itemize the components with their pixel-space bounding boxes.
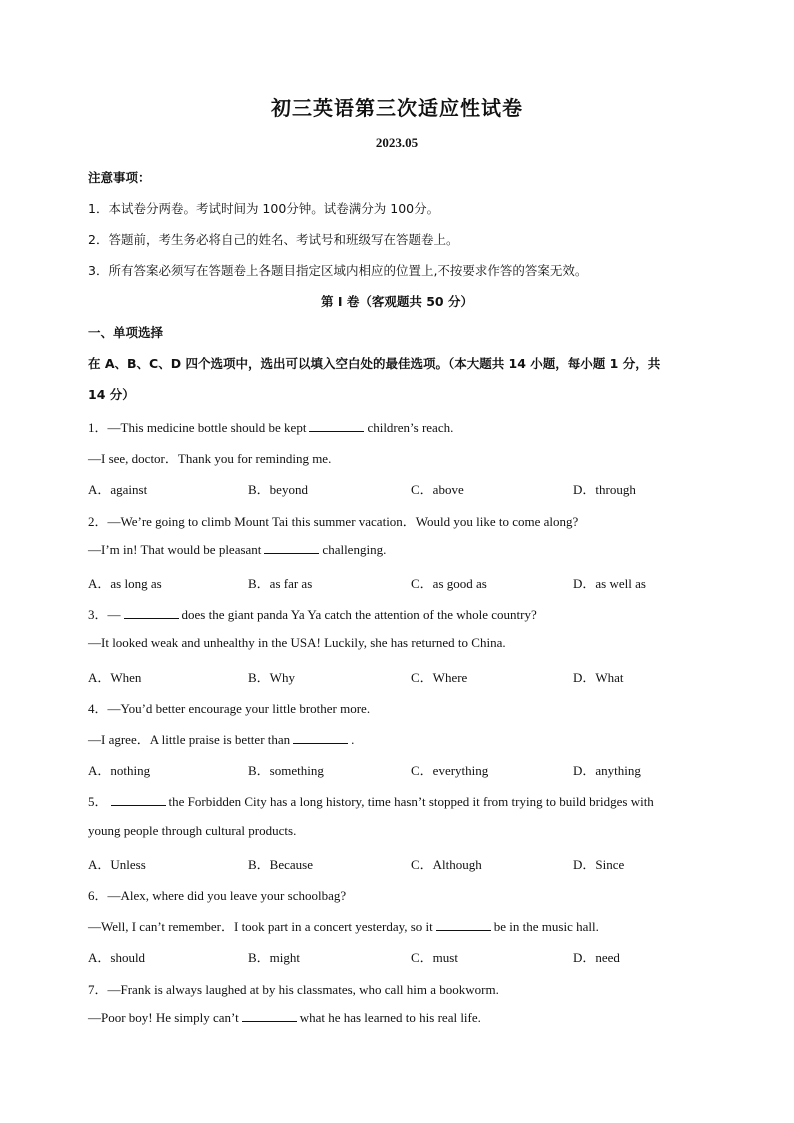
question-3-option-d[interactable]: D．What	[573, 670, 624, 685]
question-1-option-c[interactable]: C．above	[411, 482, 464, 497]
question-5-continuation: young people through cultural products.	[88, 823, 297, 838]
question-1-option-a[interactable]: A．against	[88, 482, 148, 497]
question-6-reply: —Well, I can’t remember．I took part in a concert yesterday, so it be in the music hall.	[88, 919, 599, 934]
note-item-2: 2．答题前，考生务必将自己的姓名、考试号和班级写在答题卷上。	[88, 232, 459, 247]
answer-blank	[436, 919, 491, 931]
question-7-reply: —Poor boy! He simply can’t what he has learned to his real life.	[88, 1010, 481, 1025]
question-4-option-b[interactable]: B．something	[248, 763, 324, 778]
answer-blank	[264, 542, 319, 554]
question-6-option-d[interactable]: D．need	[573, 950, 620, 965]
question-3-reply: —It looked weak and unhealthy in the USA! Luckily, she has returned to China.	[88, 635, 506, 650]
question-6-option-a[interactable]: A．should	[88, 950, 146, 965]
question-5-option-c[interactable]: C．Although	[411, 857, 482, 872]
question-4-option-c[interactable]: C．everything	[411, 763, 489, 778]
question-1-option-b[interactable]: B．beyond	[248, 482, 308, 497]
answer-blank	[242, 1010, 297, 1022]
part1-title: 第 I 卷（客观题共 50 分）	[321, 294, 473, 309]
question-4-option-d[interactable]: D．anything	[573, 763, 641, 778]
answer-blank	[124, 607, 179, 619]
question-2-option-c[interactable]: C．as good as	[411, 576, 487, 591]
question-2-option-a[interactable]: A．as long as	[88, 576, 162, 591]
question-2-option-d[interactable]: D．as well as	[573, 576, 646, 591]
question-6-option-b[interactable]: B．might	[248, 950, 301, 965]
question-3-option-b[interactable]: B．Why	[248, 670, 295, 685]
section1-heading: 一、单项选择	[88, 325, 164, 340]
question-3-stem: 3．— does the giant panda Ya Ya catch the attention of the whole country?	[88, 607, 537, 622]
exam-date: 2023.05	[375, 135, 419, 150]
answer-blank	[111, 794, 166, 806]
question-2-reply: —I’m in! That would be pleasant challenging.	[88, 542, 387, 557]
question-4-option-a[interactable]: A．nothing	[88, 763, 151, 778]
question-6-stem: 6．—Alex, where did you leave your schoolbag?	[88, 888, 347, 903]
answer-blank	[309, 420, 364, 432]
question-2-option-b[interactable]: B．as far as	[248, 576, 313, 591]
note-item-1: 1．本试卷分两卷。考试时间为 100分钟。试卷满分为 100分。	[88, 201, 440, 216]
section1-instruction-line1: 在 A、B、C、D 四个选项中，选出可以填入空白处的最佳选项。（本大题共 14 小题，每小题 1 分，共	[88, 356, 661, 371]
question-7-stem: 7．—Frank is always laughed at by his classmates, who call him a bookworm.	[88, 982, 499, 997]
question-4-stem: 4．—You’d better encourage your little brother more.	[88, 701, 371, 716]
note-item-3: 3．所有答案必须写在答题卷上各题目指定区域内相应的位置上,不按要求作答的答案无效。	[88, 263, 588, 278]
notes-heading: 注意事项：	[88, 170, 151, 185]
question-3-option-c[interactable]: C．Where	[411, 670, 468, 685]
question-5-option-d[interactable]: D．Since	[573, 857, 625, 872]
question-3-option-a[interactable]: A．When	[88, 670, 142, 685]
question-4-reply: —I agree．A little praise is better than .	[88, 732, 355, 747]
question-6-option-c[interactable]: C．must	[411, 950, 458, 965]
question-1-option-d[interactable]: D．through	[573, 482, 636, 497]
question-5-option-b[interactable]: B．Because	[248, 857, 313, 872]
question-1-stem: 1．—This medicine bottle should be kept children’s reach.	[88, 420, 454, 435]
answer-blank	[293, 732, 348, 744]
question-1-reply: —I see, doctor．Thank you for reminding me.	[88, 451, 332, 466]
exam-title: 初三英语第三次适应性试卷	[271, 96, 523, 120]
question-2-stem: 2．—We’re going to climb Mount Tai this summer vacation．Would you like to come along?	[88, 514, 579, 529]
question-5-stem: 5． the Forbidden City has a long history, time hasn’t stopped it from trying to build bridges with	[88, 794, 654, 809]
section1-instruction-line2: 14 分）	[88, 387, 135, 402]
question-5-option-a[interactable]: A．Unless	[88, 857, 146, 872]
